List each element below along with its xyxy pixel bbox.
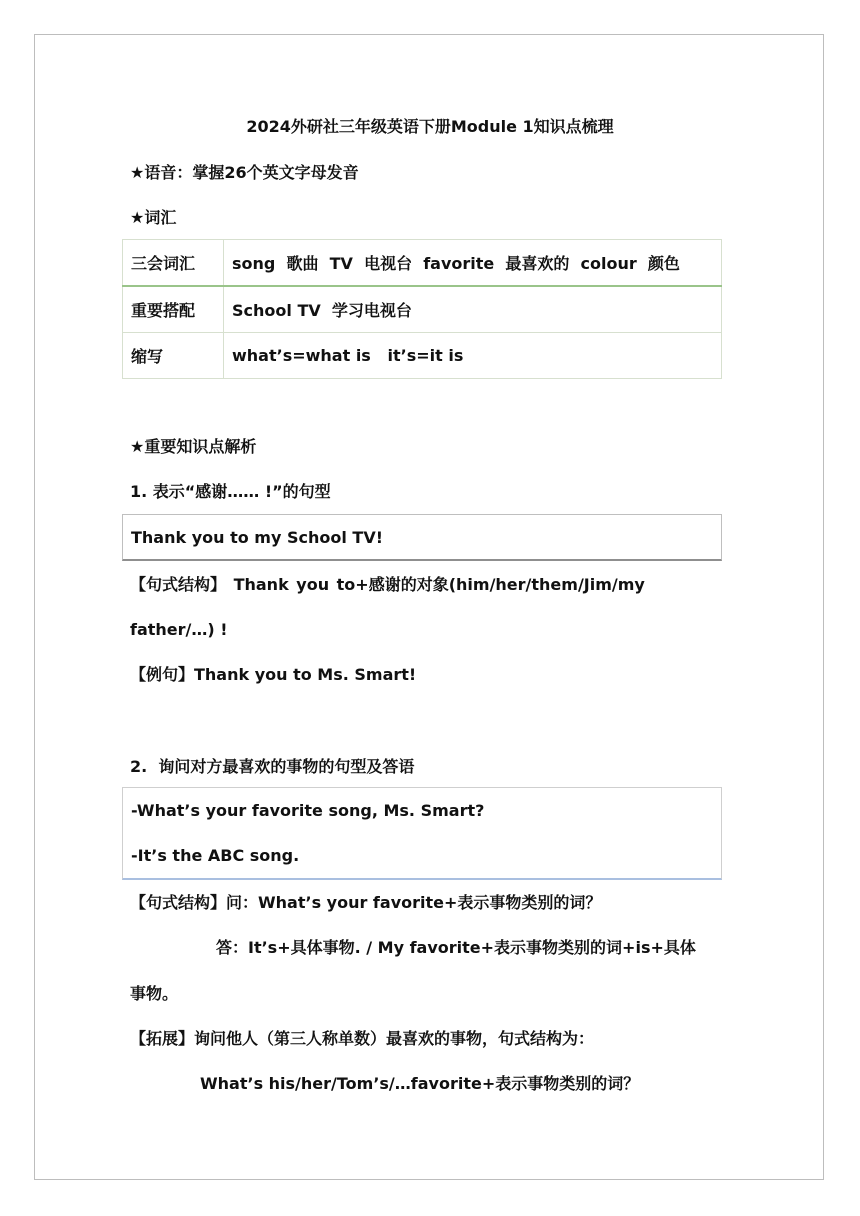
vocab-label: 缩写 [123, 333, 224, 379]
table-row [123, 333, 722, 379]
point1-heading: 1. 表示“感谢…… !”的句型 [130, 482, 331, 501]
analysis-heading: ★重要知识点解析 [130, 437, 257, 456]
point2-dialogue-box [122, 787, 722, 880]
point1-structure-line2: father/…) ! [130, 620, 228, 639]
point1-box-text: Thank you to my School TV! [131, 528, 383, 547]
point2-box-line2: -It’s the ABC song. [131, 846, 300, 865]
vocab-content: song 歌曲 TV 电视台 favorite 最喜欢的 colour 颜色 [224, 240, 722, 287]
point2-structure-question: 【句式结构】问：What’s your favorite+表示事物类别的词？ [130, 893, 602, 912]
vocab-label: 重要搭配 [123, 286, 224, 333]
point1-example-box [122, 514, 722, 561]
point2-heading: 2. 询问对方最喜欢的事物的句型及答语 [130, 757, 415, 776]
phonetics-heading: ★语音：掌握26个英文字母发音 [130, 163, 359, 182]
table-row [123, 286, 722, 333]
point2-structure-answer1: 答：It’s+具体事物. / My favorite+表示事物类别的词+is+具体 [216, 938, 696, 957]
page-border [34, 34, 824, 1180]
document-title: 2024外研社三年级英语下册Module 1知识点梳理 [246, 117, 614, 136]
table-row [123, 240, 722, 287]
point1-structure-line1: 【句式结构】 Thank you to+感谢的对象(him/her/them/Jim/my [130, 575, 645, 594]
vocab-table [122, 239, 722, 379]
vocab-content: what’s=what is it’s=it is [224, 333, 722, 379]
point2-structure-answer2: 事物。 [130, 984, 179, 1003]
point2-extension: 【拓展】询问他人（第三人称单数）最喜欢的事物，句式结构为： [130, 1029, 595, 1048]
vocab-content: School TV 学习电视台 [224, 286, 722, 333]
vocab-heading: ★词汇 [130, 208, 177, 227]
point2-extension-pattern: What’s his/her/Tom’s/…favorite+表示事物类别的词？ [200, 1074, 640, 1093]
vocab-label: 三会词汇 [123, 240, 224, 287]
point2-box-line1: -What’s your favorite song, Ms. Smart? [131, 801, 485, 820]
point1-example: 【例句】Thank you to Ms. Smart! [130, 665, 417, 684]
